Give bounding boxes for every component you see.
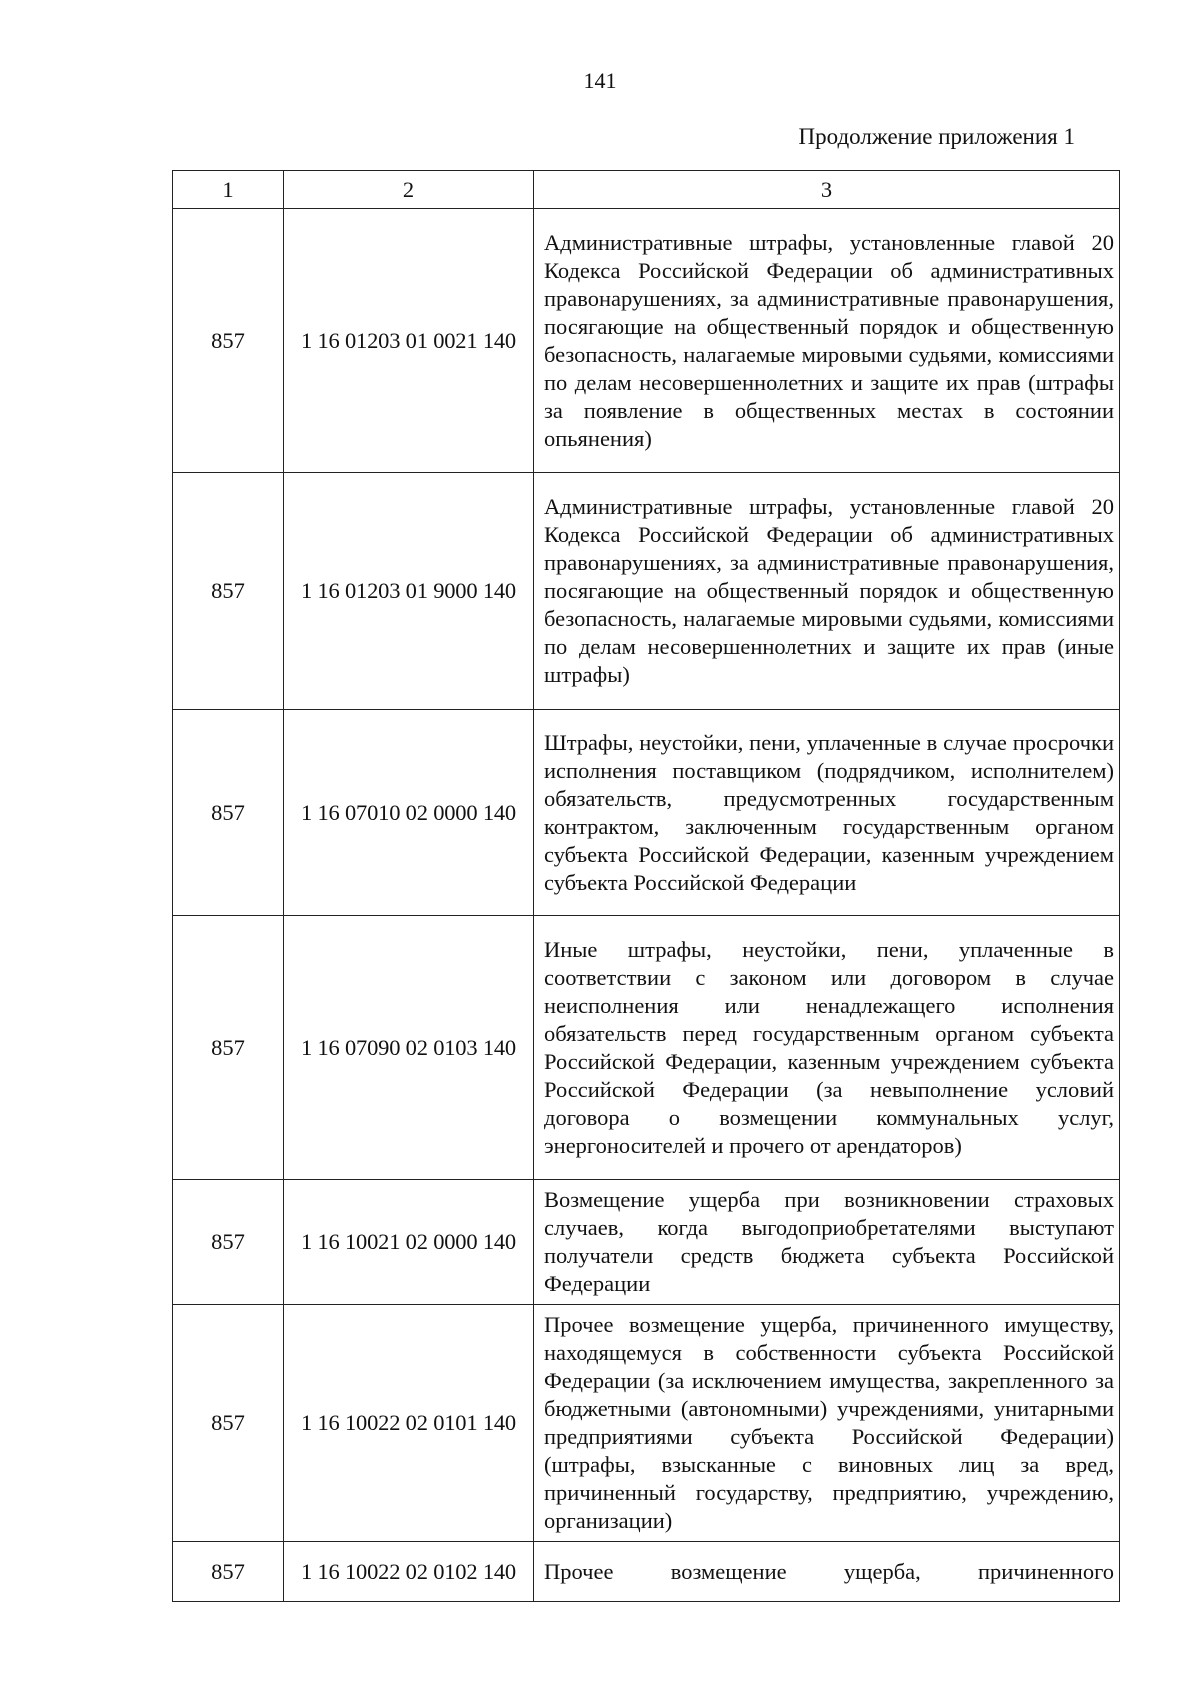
budget-code-cell: 1 16 07090 02 0103 140 [284,916,534,1180]
table-row [173,916,1120,1180]
admin-code-cell: 857 [173,1180,284,1305]
table-header-row [173,171,1120,209]
budget-code-cell: 1 16 01203 01 0021 140 [284,209,534,473]
table-row [173,1305,1120,1542]
admin-code-cell: 857 [173,1542,284,1602]
table-row [173,1180,1120,1305]
budget-code-cell: 1 16 10022 02 0102 140 [284,1542,534,1602]
table-row [173,473,1120,710]
description-cell: Прочее возмещение ущерба, причиненного [534,1542,1120,1602]
budget-code-cell: 1 16 07010 02 0000 140 [284,710,534,916]
budget-code-cell: 1 16 01203 01 9000 140 [284,473,534,710]
budget-code-cell: 1 16 10022 02 0101 140 [284,1305,534,1542]
description-cell: Возмещение ущерба при возникновении страховых случаев, когда выгодоприобретателями выступают получатели средств бюджета субъекта Российской Федерации [534,1180,1120,1305]
description-cell: Иные штрафы, неустойки, пени, уплаченные в соответствии с законом или договором в случае неисполнения или ненадлежащего исполнения обязательств перед государственным органом субъекта Российской Федерации, казенным учреждением субъекта Российской Федерации (за невыполнение условий договора о возмещении коммунальных услуг, энергоносителей и прочего от арендаторов) [534,916,1120,1180]
table-row [173,209,1120,473]
appendix-continuation-note: Продолжение приложения 1 [798,124,1075,149]
description-cell: Административные штрафы, установленные главой 20 Кодекса Российской Федерации об административных правонарушениях, за административные правонарушения, посягающие на общественный порядок и общественную безопасность, налагаемые мировыми судьями, комиссиями по делам несовершеннолетних и защите их прав (иные штрафы) [534,473,1120,710]
description-cell: Прочее возмещение ущерба, причиненного имуществу, находящемуся в собственности субъекта Российской Федерации (за исключением имущества, закрепленного за бюджетными (автономными) учреждениями, унитарными предприятиями субъекта Российской Федерации) (штрафы, взысканные с виновных лиц за вред, причиненный государству, предприятию, учреждению, организации) [534,1305,1120,1542]
description-cell: Административные штрафы, установленные главой 20 Кодекса Российской Федерации об административных правонарушениях, за административные правонарушения, посягающие на общественный порядок и общественную безопасность, налагаемые мировыми судьями, комиссиями по делам несовершеннолетних и защите их прав (штрафы за появление в общественных местах в состоянии опьянения) [534,209,1120,473]
description-cell: Штрафы, неустойки, пени, уплаченные в случае просрочки исполнения поставщиком (подрядчиком, исполнителем) обязательств, предусмотренных государственным контрактом, заключенным государственным органом субъекта Российской Федерации, казенным учреждением субъекта Российской Федерации [534,710,1120,916]
admin-code-cell: 857 [173,1305,284,1542]
admin-code-cell: 857 [173,209,284,473]
table-row [173,710,1120,916]
admin-code-cell: 857 [173,916,284,1180]
column-header-3: 3 [534,171,1120,209]
table-row [173,1542,1120,1602]
page-number: 141 [583,68,617,93]
budget-code-cell: 1 16 10021 02 0000 140 [284,1180,534,1305]
revenue-classification-table [172,170,1120,1602]
column-header-1: 1 [173,171,284,209]
column-header-2: 2 [284,171,534,209]
admin-code-cell: 857 [173,710,284,916]
admin-code-cell: 857 [173,473,284,710]
